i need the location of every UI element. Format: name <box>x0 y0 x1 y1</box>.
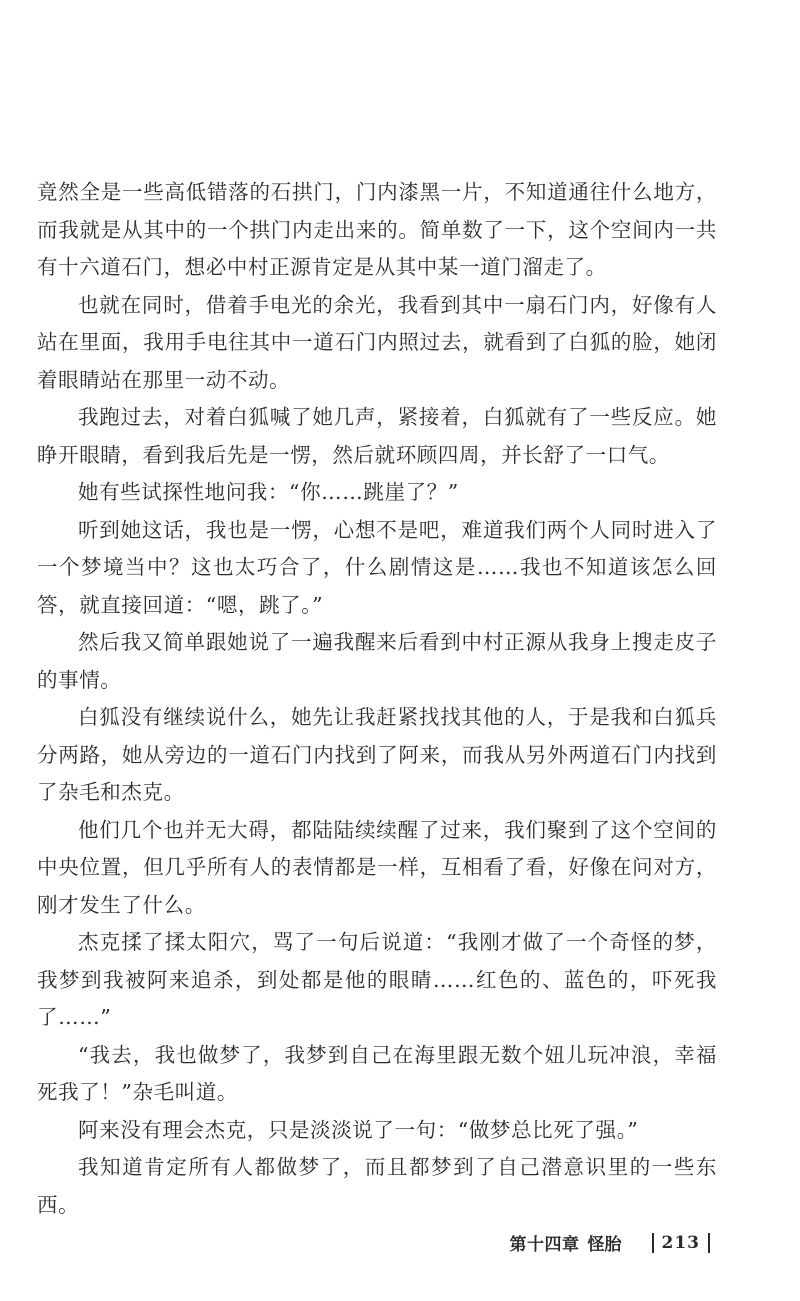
paragraph-12: 我知道肯定所有人都做梦了，而且都梦到了自己潜意识里的一些东西。 <box>37 1155 717 1217</box>
chapter-title: 怪胎 <box>587 1235 622 1255</box>
paragraph-8: 他们几个也并无大碍，都陆陆续续醒了过来，我们聚到了这个空间的中央位置，但几乎所有人的表情都是一样，互相看了看，好像在问对方，刚才发生了什么。 <box>37 817 717 917</box>
page-footer <box>510 1230 719 1255</box>
paragraph-3: 我跑过去，对着白狐喊了她几声，紧接着，白狐就有了一些反应。她睁开眼睛，看到我后先是一愣，然后就环顾四周，并长舒了一口气。 <box>37 405 717 467</box>
footer-divider-left <box>652 1233 654 1253</box>
paragraph-2: 也就在同时，借着手电光的余光，我看到其中一扇石门内，好像有人站在里面，我用手电往其中一道石门内照过去，就看到了白狐的脸，她闭着眼睛站在那里一动不动。 <box>37 292 717 392</box>
footer-divider-right <box>708 1233 710 1253</box>
body-text <box>37 174 717 1224</box>
paragraph-9: 杰克揉了揉太阳穴，骂了一句后说道：“我刚才做了一个奇怪的梦，我梦到我被阿来追杀，到处都是他的眼睛……红色的、蓝色的，吓死我了……” <box>37 930 717 1029</box>
chapter-label: 第十四章 <box>509 1235 580 1255</box>
paragraph-1: 竟然全是一些高低错落的石拱门，门内漆黑一片，不知道通往什么地方，而我就是从其中的一个拱门内走出来的。简单数了一下，这个空间内一共有十六道石门，想必中村正源肯定是从其中某一道门溜走了。 <box>37 180 717 279</box>
paragraph-11: 阿来没有理会杰克，只是淡淡说了一句：“做梦总比死了强。” <box>78 1117 639 1142</box>
page-number: 213 <box>661 1232 700 1253</box>
paragraph-10: “我去，我也做梦了，我梦到自己在海里跟无数个妞儿玩冲浪，幸福死我了！”杂毛叫道。 <box>37 1042 717 1104</box>
paragraph-5: 听到她这话，我也是一愣，心想不是吧，难道我们两个人同时进入了一个梦境当中？这也太巧合了，什么剧情这是……我也不知道该怎么回答，就直接回道：“嗯，跳了。” <box>37 517 717 617</box>
paragraph-6: 然后我又简单跟她说了一遍我醒来后看到中村正源从我身上搜走皮子的事情。 <box>37 630 717 692</box>
paragraph-4: 她有些试探性地问我：“你……跳崖了？” <box>78 480 459 504</box>
paragraph-7: 白狐没有继续说什么，她先让我赶紧找找其他的人，于是我和白狐兵分两路，她从旁边的一道石门内找到了阿来，而我从另外两道石门内找到了杂毛和杰克。 <box>37 705 717 804</box>
